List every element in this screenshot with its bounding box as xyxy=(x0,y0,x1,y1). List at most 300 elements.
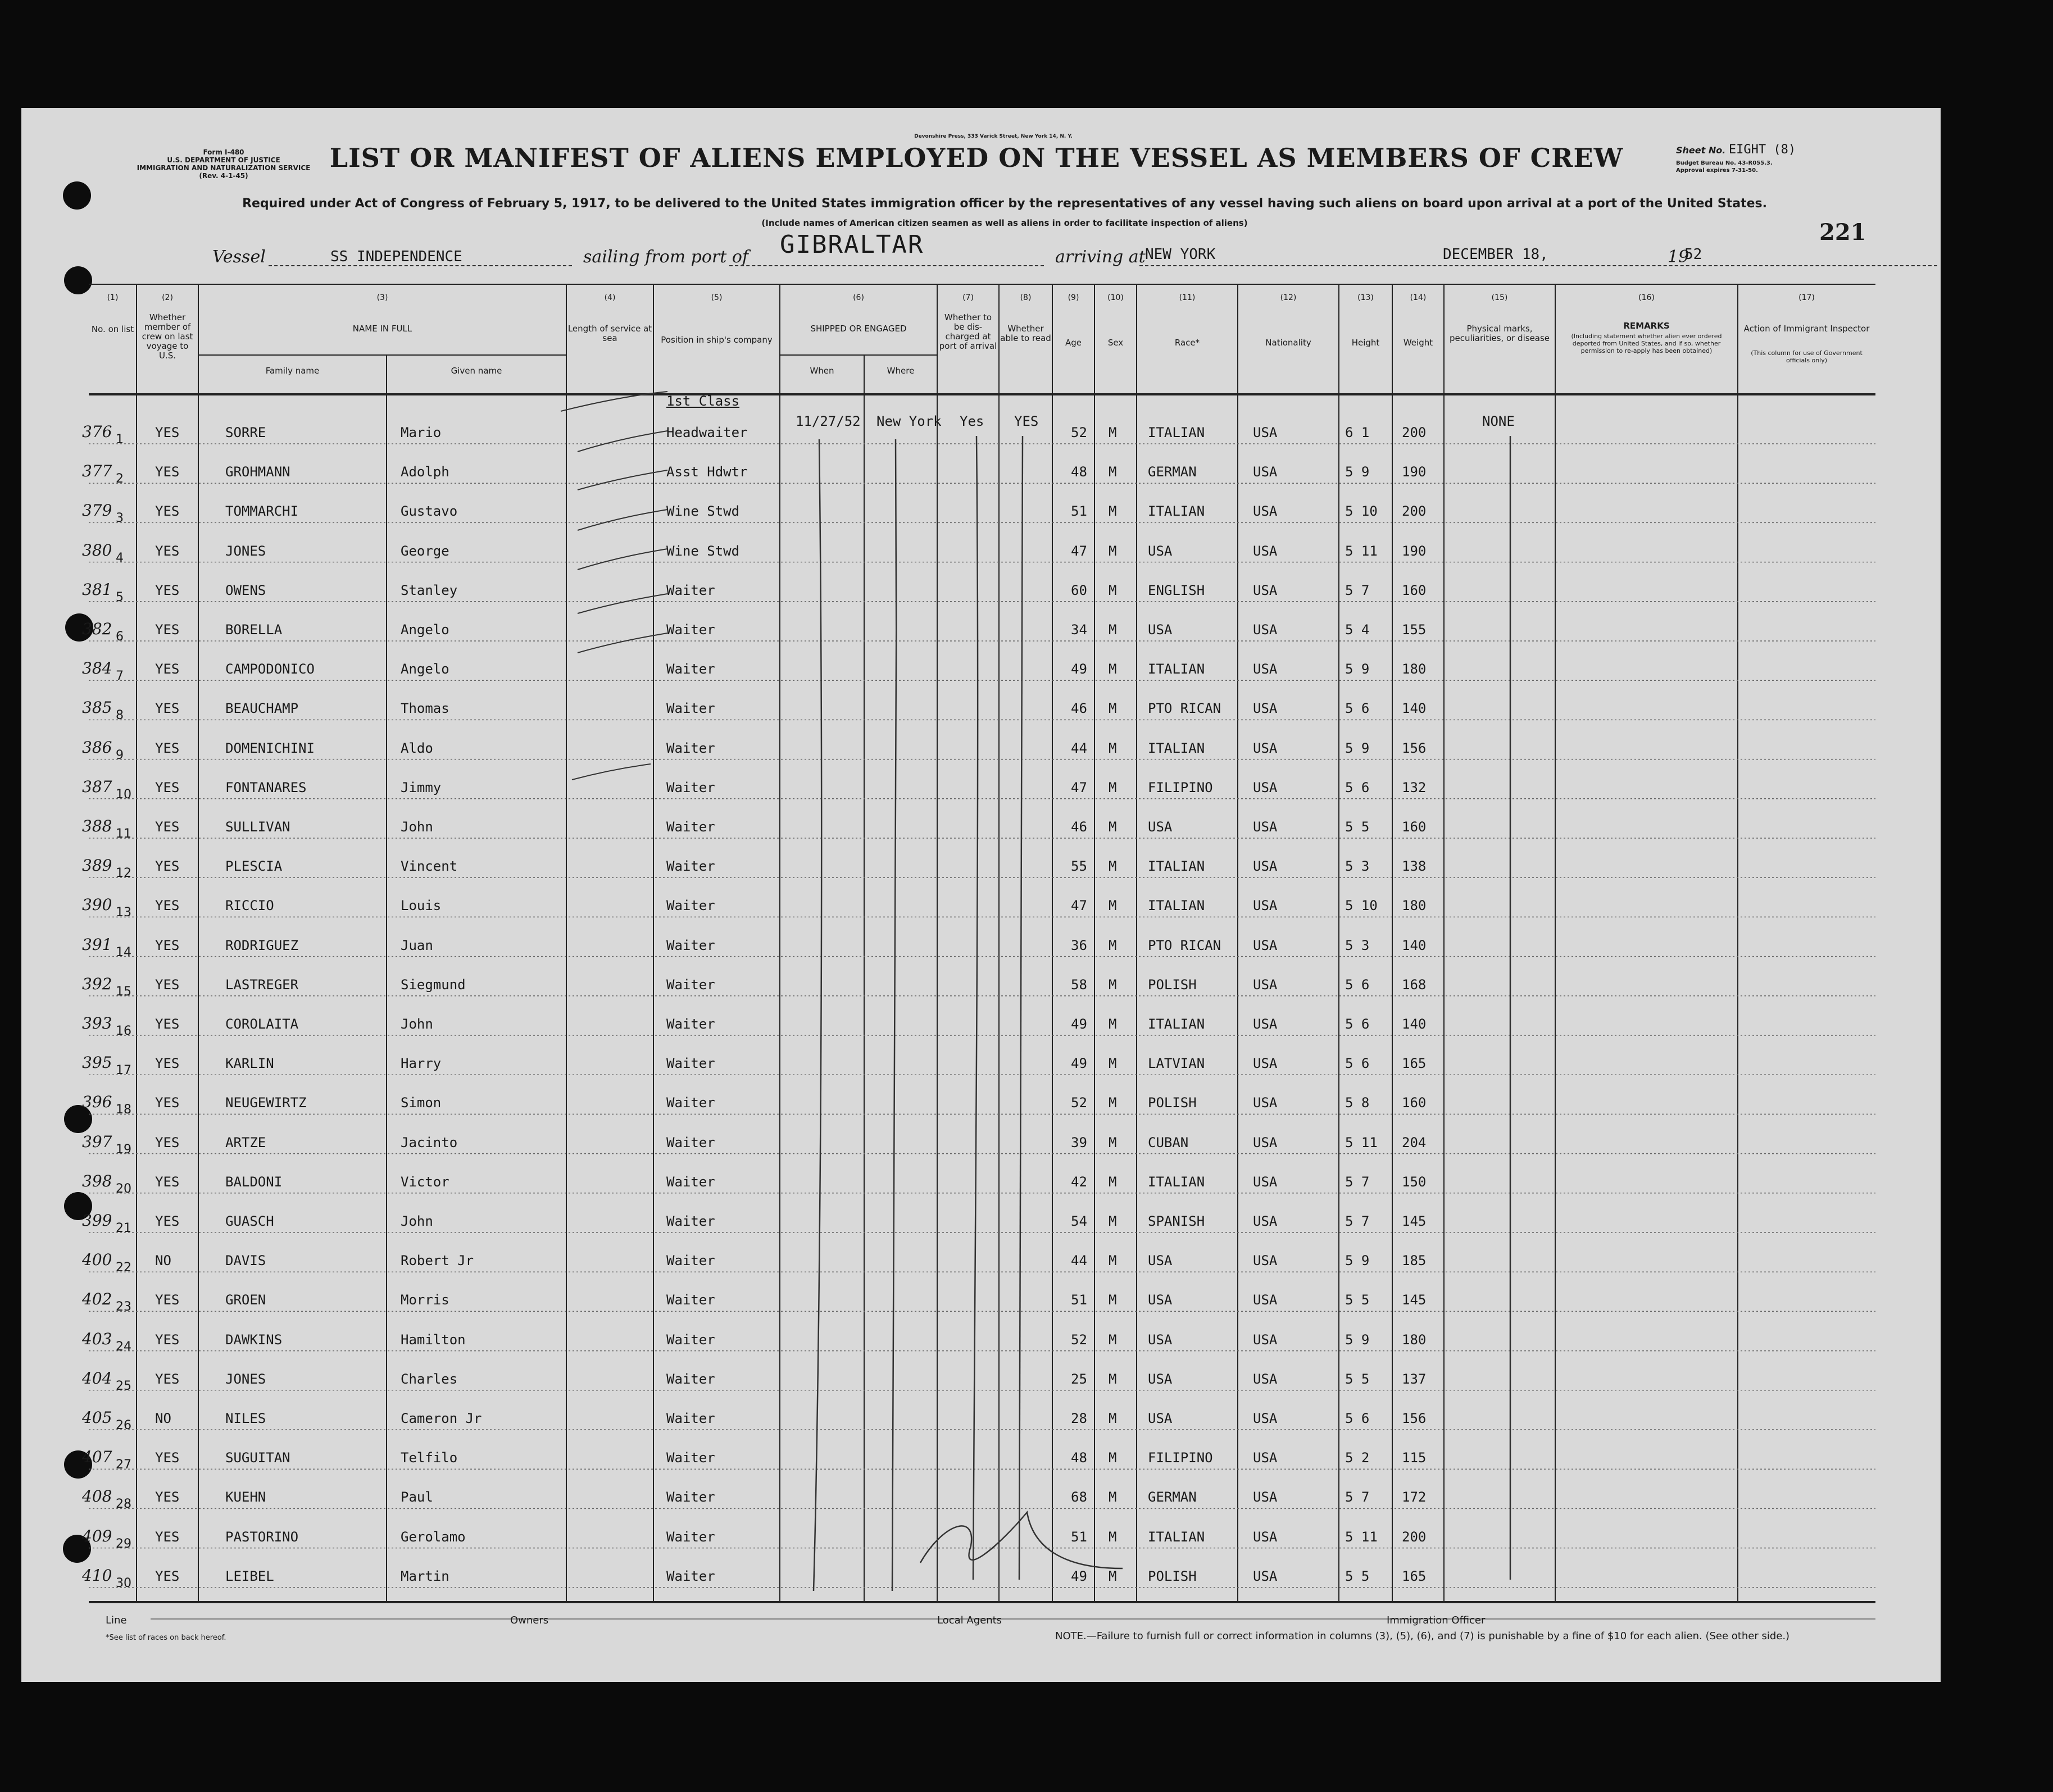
given-name-cell: Simon xyxy=(401,1095,442,1111)
nationality-cell: USA xyxy=(1253,1095,1278,1111)
given-name-cell: Telfilo xyxy=(401,1450,458,1466)
sex-cell: M xyxy=(1109,425,1117,440)
header-when: When xyxy=(810,366,834,376)
sex-cell: M xyxy=(1109,661,1117,677)
family-name-cell: NEUGEWIRTZ xyxy=(225,1095,307,1111)
col-num: (17) xyxy=(1798,293,1815,302)
header-action-sub: (This column for use of Government officials only) xyxy=(1751,349,1863,364)
family-name-cell: TOMMARCHI xyxy=(225,503,299,520)
weight-cell: 168 xyxy=(1402,976,1427,993)
member-cell: YES xyxy=(155,1292,180,1308)
list-number-cell: 395 xyxy=(82,1053,112,1072)
nationality-cell: USA xyxy=(1253,858,1278,875)
height-cell: 5 7 xyxy=(1345,1174,1370,1190)
list-number-cell: 396 xyxy=(82,1093,112,1112)
height-cell: 5 10 xyxy=(1345,898,1378,914)
age-cell: 44 xyxy=(1071,1253,1087,1269)
sex-cell: M xyxy=(1109,1411,1117,1426)
list-number-cell: 392 xyxy=(82,974,112,993)
nationality-cell: USA xyxy=(1253,1489,1278,1506)
arrival-date: DECEMBER 18, xyxy=(1443,246,1548,263)
budget-number: Budget Bureau No. 43-R055.3. xyxy=(1676,160,1773,166)
shipped-where: New York xyxy=(876,413,942,429)
height-cell: 5 3 xyxy=(1345,858,1370,875)
member-cell: NO xyxy=(155,1253,171,1269)
given-name-cell: Stanley xyxy=(401,582,458,598)
sex-cell: M xyxy=(1109,1174,1117,1190)
nationality-cell: USA xyxy=(1253,1174,1278,1190)
line-number-cell: 21 xyxy=(116,1221,131,1235)
line-number-cell: 8 xyxy=(116,708,124,723)
sex-cell: M xyxy=(1109,1529,1117,1545)
nationality-cell: USA xyxy=(1253,1213,1278,1229)
race-cell: ITALIAN xyxy=(1148,425,1205,440)
list-number-cell: 382 xyxy=(82,620,112,638)
weight-cell: 150 xyxy=(1402,1174,1427,1190)
nationality-cell: USA xyxy=(1253,1371,1278,1387)
family-name-cell: BEAUCHAMP xyxy=(225,701,299,717)
given-name-cell: Siegmund xyxy=(401,976,466,993)
footer-owners-label: Owners xyxy=(510,1614,549,1626)
race-cell: GERMAN xyxy=(1148,464,1197,480)
line-number-cell: 26 xyxy=(116,1418,131,1432)
height-cell: 5 6 xyxy=(1345,976,1370,993)
col-num: (5) xyxy=(711,293,723,302)
member-cell: YES xyxy=(155,701,180,717)
form-revision: (Rev. 4-1-45) xyxy=(199,172,248,180)
height-cell: 5 10 xyxy=(1345,503,1378,520)
family-name-cell: GUASCH xyxy=(225,1213,274,1229)
weight-cell: 115 xyxy=(1402,1450,1427,1466)
member-cell: YES xyxy=(155,1134,180,1150)
height-cell: 5 5 xyxy=(1345,1371,1370,1387)
list-number-cell: 380 xyxy=(82,540,112,560)
port-of-departure: GIBRALTAR xyxy=(780,230,924,259)
age-cell: 49 xyxy=(1071,1568,1087,1584)
sex-cell: M xyxy=(1109,1134,1117,1150)
nationality-cell: USA xyxy=(1253,622,1278,638)
race-cell: USA xyxy=(1148,543,1173,559)
nationality-cell: USA xyxy=(1253,779,1278,795)
list-number-cell: 400 xyxy=(82,1250,112,1270)
age-cell: 52 xyxy=(1071,425,1087,440)
family-name-cell: PLESCIA xyxy=(225,858,283,875)
weight-cell: 185 xyxy=(1402,1253,1427,1269)
weight-cell: 138 xyxy=(1402,858,1427,875)
sex-cell: M xyxy=(1109,622,1117,638)
list-number-cell: 399 xyxy=(82,1211,112,1230)
list-number-cell: 403 xyxy=(82,1329,112,1348)
member-cell: YES xyxy=(155,937,180,953)
line-number-cell: 2 xyxy=(116,472,124,486)
col-num: (15) xyxy=(1491,293,1508,302)
race-cell: FILIPINO xyxy=(1148,779,1213,795)
list-number-cell: 390 xyxy=(82,895,112,915)
height-cell: 5 6 xyxy=(1345,701,1370,717)
member-cell: YES xyxy=(155,425,180,440)
member-cell: YES xyxy=(155,1056,180,1072)
position-cell: Waiter xyxy=(666,1174,715,1190)
line-number-cell: 6 xyxy=(116,630,124,644)
sex-cell: M xyxy=(1109,858,1117,875)
line-number-cell: 22 xyxy=(116,1261,131,1275)
member-cell: NO xyxy=(155,1411,171,1426)
col-num: (4) xyxy=(604,293,616,302)
list-number-cell: 407 xyxy=(82,1448,112,1467)
age-cell: 60 xyxy=(1071,582,1087,598)
list-number-cell: 384 xyxy=(82,659,112,678)
service-name: IMMIGRATION AND NATURALIZATION SERVICE xyxy=(137,164,311,172)
line-number-cell: 24 xyxy=(116,1339,131,1354)
list-number-cell: 386 xyxy=(82,738,112,757)
sex-cell: M xyxy=(1109,1253,1117,1269)
line-number-cell: 17 xyxy=(116,1063,131,1078)
member-cell: YES xyxy=(155,1331,180,1348)
member-cell: YES xyxy=(155,582,180,598)
header-shipped: SHIPPED OR ENGAGED xyxy=(810,324,907,334)
sex-cell: M xyxy=(1109,503,1117,520)
nationality-cell: USA xyxy=(1253,1016,1278,1032)
sex-cell: M xyxy=(1109,543,1117,559)
member-cell: YES xyxy=(155,1450,180,1466)
family-name-cell: BORELLA xyxy=(225,622,283,638)
col-num: (16) xyxy=(1638,293,1655,302)
family-name-cell: LASTREGER xyxy=(225,976,299,993)
given-name-cell: Adolph xyxy=(401,464,449,480)
nationality-cell: USA xyxy=(1253,819,1278,835)
weight-cell: 180 xyxy=(1402,1331,1427,1348)
given-name-cell: Cameron Jr xyxy=(401,1411,482,1426)
given-name-cell: Robert Jr xyxy=(401,1253,474,1269)
height-cell: 6 1 xyxy=(1345,425,1370,440)
given-name-cell: Gustavo xyxy=(401,503,458,520)
member-cell: YES xyxy=(155,1489,180,1506)
given-name-cell: John xyxy=(401,1016,433,1032)
family-name-cell: GROHMANN xyxy=(225,464,290,480)
footer-agents-label: Local Agents xyxy=(937,1614,1002,1626)
footer-races-note: *See list of races on back hereof. xyxy=(106,1634,226,1642)
race-cell: PTO RICAN xyxy=(1148,701,1221,717)
member-cell: YES xyxy=(155,503,180,520)
punch-hole xyxy=(63,181,91,210)
form-number: Form I-480 xyxy=(203,148,244,156)
member-cell: YES xyxy=(155,1213,180,1229)
approval-expiry: Approval expires 7-31-50. xyxy=(1676,167,1758,174)
age-cell: 25 xyxy=(1071,1371,1087,1387)
height-cell: 5 7 xyxy=(1345,1489,1370,1506)
sex-cell: M xyxy=(1109,1568,1117,1584)
family-name-cell: DOMENICHINI xyxy=(225,740,315,756)
position-cell: Waiter xyxy=(666,1095,715,1111)
sex-cell: M xyxy=(1109,1056,1117,1072)
given-name-cell: Jimmy xyxy=(401,779,442,795)
position-cell: Waiter xyxy=(666,1568,715,1584)
sex-cell: M xyxy=(1109,1095,1117,1111)
line-number-cell: 10 xyxy=(116,787,131,802)
member-cell: YES xyxy=(155,622,180,638)
race-cell: USA xyxy=(1148,819,1173,835)
age-cell: 39 xyxy=(1071,1134,1087,1150)
age-cell: 46 xyxy=(1071,819,1087,835)
nationality-cell: USA xyxy=(1253,1292,1278,1308)
position-cell: Waiter xyxy=(666,582,715,598)
position-cell: Waiter xyxy=(666,622,715,638)
race-cell: POLISH xyxy=(1148,1568,1197,1584)
nationality-cell: USA xyxy=(1253,1411,1278,1426)
height-cell: 5 2 xyxy=(1345,1450,1370,1466)
position-cell: Headwaiter xyxy=(666,425,748,440)
age-cell: 47 xyxy=(1071,898,1087,914)
height-cell: 5 6 xyxy=(1345,1056,1370,1072)
age-cell: 49 xyxy=(1071,1016,1087,1032)
position-cell: Waiter xyxy=(666,1253,715,1269)
position-cell: Asst Hdwtr xyxy=(666,464,748,480)
list-number-cell: 398 xyxy=(82,1171,112,1190)
weight-cell: 156 xyxy=(1402,1411,1427,1426)
col-num: (8) xyxy=(1020,293,1032,302)
family-name-cell: OWENS xyxy=(225,582,266,598)
col-num: (9) xyxy=(1068,293,1079,302)
col-num: (7) xyxy=(962,293,974,302)
height-cell: 5 8 xyxy=(1345,1095,1370,1111)
height-cell: 5 7 xyxy=(1345,582,1370,598)
race-cell: GERMAN xyxy=(1148,1489,1197,1506)
family-name-cell: PASTORINO xyxy=(225,1529,299,1545)
member-cell: YES xyxy=(155,740,180,756)
line-number-cell: 14 xyxy=(116,945,131,959)
age-cell: 51 xyxy=(1071,503,1087,520)
sheet-label: Sheet No. xyxy=(1676,145,1726,156)
vessel-label: Vessel xyxy=(212,247,266,267)
position-cell: Waiter xyxy=(666,1016,715,1032)
line-number-cell: 30 xyxy=(116,1576,131,1590)
age-cell: 58 xyxy=(1071,976,1087,993)
header-sex: Sex xyxy=(1107,338,1124,348)
weight-cell: 200 xyxy=(1402,503,1427,520)
age-cell: 68 xyxy=(1071,1489,1087,1506)
age-cell: 42 xyxy=(1071,1174,1087,1190)
given-name-cell: Jacinto xyxy=(401,1134,458,1150)
weight-cell: 132 xyxy=(1402,779,1427,795)
member-cell: YES xyxy=(155,543,180,559)
family-name-cell: KARLIN xyxy=(225,1056,274,1072)
race-cell: ITALIAN xyxy=(1148,898,1205,914)
col-num: (1) xyxy=(107,293,119,302)
nationality-cell: USA xyxy=(1253,464,1278,480)
header-given-name: Given name xyxy=(451,366,502,376)
sex-cell: M xyxy=(1109,1489,1117,1506)
weight-cell: 200 xyxy=(1402,1529,1427,1545)
col-num: (2) xyxy=(162,293,173,302)
age-cell: 47 xyxy=(1071,779,1087,795)
weight-cell: 140 xyxy=(1402,1016,1427,1032)
list-number-cell: 397 xyxy=(82,1132,112,1151)
given-name-cell: Juan xyxy=(401,937,433,953)
given-name-cell: Thomas xyxy=(401,701,449,717)
sex-cell: M xyxy=(1109,740,1117,756)
position-cell: Waiter xyxy=(666,701,715,717)
punch-hole xyxy=(64,266,92,294)
age-cell: 28 xyxy=(1071,1411,1087,1426)
header-able-to-read: Whether able to read xyxy=(1000,324,1051,343)
line-number-cell: 7 xyxy=(116,669,124,684)
member-cell: YES xyxy=(155,819,180,835)
family-name-cell: SORRE xyxy=(225,425,266,440)
member-cell: YES xyxy=(155,661,180,677)
list-number-cell: 377 xyxy=(82,462,112,481)
race-cell: USA xyxy=(1148,1411,1173,1426)
age-cell: 34 xyxy=(1071,622,1087,638)
member-cell: YES xyxy=(155,976,180,993)
race-cell: USA xyxy=(1148,1371,1173,1387)
given-name-cell: Paul xyxy=(401,1489,433,1506)
family-name-cell: FONTANARES xyxy=(225,779,307,795)
weight-cell: 145 xyxy=(1402,1213,1427,1229)
member-cell: YES xyxy=(155,1174,180,1190)
family-name-cell: JONES xyxy=(225,543,266,559)
line-number-cell: 18 xyxy=(116,1103,131,1117)
nationality-cell: USA xyxy=(1253,425,1278,440)
race-cell: USA xyxy=(1148,1292,1173,1308)
page-number: 221 xyxy=(1819,219,1866,245)
line-number-cell: 1 xyxy=(116,433,124,447)
given-name-cell: George xyxy=(401,543,449,559)
position-cell: Waiter xyxy=(666,976,715,993)
given-name-cell: Hamilton xyxy=(401,1331,466,1348)
header-action: Action of Immigrant Inspector xyxy=(1743,324,1870,334)
family-name-cell: RICCIO xyxy=(225,898,274,914)
position-cell: Waiter xyxy=(666,1529,715,1545)
age-cell: 48 xyxy=(1071,1450,1087,1466)
line-number-cell: 19 xyxy=(116,1142,131,1157)
list-number-cell: 410 xyxy=(82,1566,112,1585)
budget-info xyxy=(1676,160,1773,174)
family-name-cell: JONES xyxy=(225,1371,266,1387)
given-name-cell: Harry xyxy=(401,1056,442,1072)
age-cell: 51 xyxy=(1071,1292,1087,1308)
given-name-cell: Charles xyxy=(401,1371,458,1387)
member-cell: YES xyxy=(155,1568,180,1584)
line-number-cell: 27 xyxy=(116,1458,131,1472)
position-cell: Waiter xyxy=(666,779,715,795)
member-cell: YES xyxy=(155,464,180,480)
age-cell: 48 xyxy=(1071,464,1087,480)
nationality-cell: USA xyxy=(1253,1450,1278,1466)
position-cell: Waiter xyxy=(666,1411,715,1426)
list-number-cell: 387 xyxy=(82,777,112,796)
given-name-cell: John xyxy=(401,819,433,835)
header-height: Height xyxy=(1351,338,1380,348)
given-name-cell: Aldo xyxy=(401,740,433,756)
race-cell: SPANISH xyxy=(1148,1213,1205,1229)
height-cell: 5 11 xyxy=(1345,1529,1378,1545)
col-num: (11) xyxy=(1179,293,1196,302)
given-name-cell: Martin xyxy=(401,1568,449,1584)
position-cell: Waiter xyxy=(666,1450,715,1466)
nationality-cell: USA xyxy=(1253,543,1278,559)
sex-cell: M xyxy=(1109,976,1117,993)
year-prefix: 19 xyxy=(1668,247,1689,267)
header-name: NAME IN FULL xyxy=(352,324,412,334)
family-name-cell: GROEN xyxy=(225,1292,266,1308)
race-cell: LATVIAN xyxy=(1148,1056,1205,1072)
family-name-cell: DAVIS xyxy=(225,1253,266,1269)
family-name-cell: SUGUITAN xyxy=(225,1450,290,1466)
race-cell: POLISH xyxy=(1148,976,1197,993)
race-cell: ITALIAN xyxy=(1148,661,1205,677)
list-number-cell: 393 xyxy=(82,1014,112,1033)
position-cell: Waiter xyxy=(666,1213,715,1229)
shipped-when: 11/27/52 xyxy=(796,413,861,429)
race-cell: USA xyxy=(1148,1253,1173,1269)
line-number-cell: 12 xyxy=(116,866,131,881)
race-cell: USA xyxy=(1148,1331,1173,1348)
header-remarks-sub: (Including statement whether alien ever ordered deported from United States, and if so, whether permission to re-apply has been obtained) xyxy=(1571,333,1722,354)
family-name-cell: SULLIVAN xyxy=(225,819,290,835)
arrival-year: 52 xyxy=(1684,246,1702,263)
weight-cell: 160 xyxy=(1402,582,1427,598)
line-number-cell: 5 xyxy=(116,590,124,604)
weight-cell: 137 xyxy=(1402,1371,1427,1387)
age-cell: 49 xyxy=(1071,1056,1087,1072)
nationality-cell: USA xyxy=(1253,740,1278,756)
position-cell: Waiter xyxy=(666,937,715,953)
age-cell: 55 xyxy=(1071,858,1087,875)
line-number-cell: 16 xyxy=(116,1024,131,1038)
position-cell: Wine Stwd xyxy=(666,543,740,559)
sex-cell: M xyxy=(1109,464,1117,480)
sex-cell: M xyxy=(1109,898,1117,914)
list-number-cell: 408 xyxy=(82,1487,112,1506)
list-number-cell: 409 xyxy=(82,1526,112,1545)
sex-cell: M xyxy=(1109,1016,1117,1032)
weight-cell: 204 xyxy=(1402,1134,1427,1150)
sailing-label: sailing from port of xyxy=(583,247,748,267)
family-name-cell: COROLAITA xyxy=(225,1016,299,1032)
sex-cell: M xyxy=(1109,701,1117,717)
height-cell: 5 11 xyxy=(1345,1134,1378,1150)
family-name-cell: ARTZE xyxy=(225,1134,266,1150)
family-name-cell: KUEHN xyxy=(225,1489,266,1506)
list-number-cell: 402 xyxy=(82,1290,112,1309)
weight-cell: 200 xyxy=(1402,425,1427,440)
list-number-cell: 388 xyxy=(82,817,112,835)
line-number-cell: 25 xyxy=(116,1379,131,1393)
given-name-cell: John xyxy=(401,1213,433,1229)
height-cell: 5 9 xyxy=(1345,464,1370,480)
subtitle: Required under Act of Congress of February 5, 1917, to be delivered to the United States immigration officer by the representatives of any vessel having such aliens on board upon arrival at a port of the United States. xyxy=(242,197,1767,211)
weight-cell: 180 xyxy=(1402,661,1427,677)
family-name-cell: BALDONI xyxy=(225,1174,283,1190)
header-family-name: Family name xyxy=(265,366,320,376)
race-cell: ITALIAN xyxy=(1148,1016,1205,1032)
position-cell: Waiter xyxy=(666,1134,715,1150)
line-number-cell: 20 xyxy=(116,1181,131,1196)
nationality-cell: USA xyxy=(1253,1529,1278,1545)
position-line1: 1st Class xyxy=(666,393,740,409)
col-num: (10) xyxy=(1107,293,1124,302)
member-cell: YES xyxy=(155,898,180,914)
header-nationality: Nationality xyxy=(1265,338,1311,348)
family-name-cell: LEIBEL xyxy=(225,1568,274,1584)
line-number-cell: 15 xyxy=(116,984,131,999)
header-no-on-list: No. on list xyxy=(91,324,134,334)
footer-line-label: Line xyxy=(106,1614,127,1626)
height-cell: 5 5 xyxy=(1345,1568,1370,1584)
line-number-cell: 11 xyxy=(116,827,131,841)
weight-cell: 172 xyxy=(1402,1489,1427,1506)
list-number-cell: 391 xyxy=(82,935,112,954)
